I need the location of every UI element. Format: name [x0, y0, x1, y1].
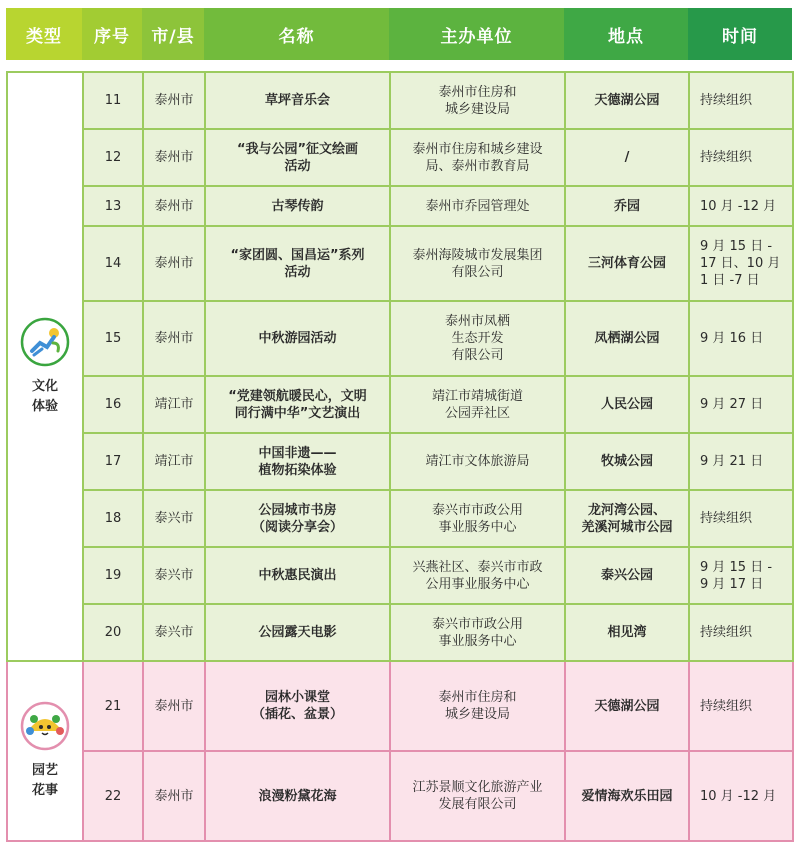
seq-cell: 13 — [83, 186, 143, 226]
location-cell: 乔园 — [565, 186, 689, 226]
activity-name-cell: 公园城市书房 （阅读分享会） — [205, 490, 390, 547]
city-cell: 泰州市 — [143, 226, 205, 301]
activity-name-cell: 中国非遗—— 植物拓染体验 — [205, 433, 390, 490]
time-cell: 持续组织 — [689, 604, 793, 661]
table-row — [7, 751, 793, 841]
city-cell: 泰州市 — [143, 186, 205, 226]
organizer-cell: 泰州市住房和城乡建设 局、泰州市教育局 — [390, 129, 565, 186]
category-label: 花事 — [31, 783, 58, 798]
table-row — [7, 433, 793, 490]
table-row — [7, 226, 793, 301]
time-cell: 持续组织 — [689, 661, 793, 751]
seq-cell: 22 — [83, 751, 143, 841]
table-row — [7, 72, 793, 129]
table-row — [7, 604, 793, 661]
location-cell: 相见湾 — [565, 604, 689, 661]
activity-name-cell: 古琴传韵 — [205, 186, 390, 226]
organizer-cell: 泰州市住房和 城乡建设局 — [390, 661, 565, 751]
activity-name-cell: “我与公园”征文绘画 活动 — [205, 129, 390, 186]
location-cell: 天德湖公园 — [565, 661, 689, 751]
activity-name-cell: 中秋惠民演出 — [205, 547, 390, 604]
table-row — [7, 376, 793, 433]
seq-cell: 15 — [83, 301, 143, 376]
organizer-cell: 泰州市乔园管理处 — [390, 186, 565, 226]
header-name: 名称 — [204, 8, 389, 60]
activity-name-cell: 草坪音乐会 — [205, 72, 390, 129]
organizer-cell: 泰州市住房和 城乡建设局 — [390, 72, 565, 129]
header-organizer: 主办单位 — [389, 8, 564, 60]
city-cell: 泰兴市 — [143, 547, 205, 604]
city-cell: 泰兴市 — [143, 490, 205, 547]
category-label: 园艺 — [31, 763, 58, 778]
header-seq: 序号 — [82, 8, 142, 60]
gardening-flower-icon — [20, 701, 70, 751]
organizer-cell: 泰州市凤栖 生态开发 有限公司 — [390, 301, 565, 376]
header-location: 地点 — [564, 8, 688, 60]
city-cell: 泰兴市 — [143, 604, 205, 661]
location-cell: 天德湖公园 — [565, 72, 689, 129]
activity-name-cell: “家团圆、国昌运”系列 活动 — [205, 226, 390, 301]
seq-cell: 21 — [83, 661, 143, 751]
category-label: 文化 — [31, 378, 58, 394]
seq-cell: 14 — [83, 226, 143, 301]
organizer-cell: 兴燕社区、泰兴市市政 公用事业服务中心 — [390, 547, 565, 604]
header-type: 类型 — [6, 8, 82, 60]
time-cell: 持续组织 — [689, 129, 793, 186]
organizer-cell: 靖江市文体旅游局 — [390, 433, 565, 490]
city-cell: 靖江市 — [143, 376, 205, 433]
category-label: 体验 — [31, 398, 58, 414]
time-cell: 9 月 15 日 - 17 日、10 月 1 日 -7 日 — [689, 226, 793, 301]
category-cell — [7, 661, 83, 841]
organizer-cell: 泰兴市市政公用 事业服务中心 — [390, 490, 565, 547]
organizer-cell: 靖江市靖城街道 公园弄社区 — [390, 376, 565, 433]
activity-name-cell: 园林小课堂 （插花、盆景） — [205, 661, 390, 751]
city-cell: 泰州市 — [143, 72, 205, 129]
table-header — [6, 8, 792, 60]
cultural-experience-icon — [20, 317, 70, 367]
seq-cell: 17 — [83, 433, 143, 490]
time-cell: 持续组织 — [689, 72, 793, 129]
location-cell: 牧城公园 — [565, 433, 689, 490]
city-cell: 靖江市 — [143, 433, 205, 490]
activity-table — [6, 71, 794, 842]
seq-cell: 19 — [83, 547, 143, 604]
location-cell: 凤栖湖公园 — [565, 301, 689, 376]
category-cell — [7, 72, 83, 661]
seq-cell: 12 — [83, 129, 143, 186]
seq-cell: 20 — [83, 604, 143, 661]
location-cell: 人民公园 — [565, 376, 689, 433]
seq-cell: 11 — [83, 72, 143, 129]
header-time: 时间 — [688, 8, 792, 60]
table-row — [7, 490, 793, 547]
table-row — [7, 547, 793, 604]
time-cell: 10 月 -12 月 — [689, 751, 793, 841]
city-cell: 泰州市 — [143, 751, 205, 841]
location-cell: 三河体育公园 — [565, 226, 689, 301]
activity-name-cell: 中秋游园活动 — [205, 301, 390, 376]
activity-name-cell: 公园露天电影 — [205, 604, 390, 661]
time-cell: 9 月 27 日 — [689, 376, 793, 433]
seq-cell: 18 — [83, 490, 143, 547]
city-cell: 泰州市 — [143, 661, 205, 751]
organizer-cell: 泰兴市市政公用 事业服务中心 — [390, 604, 565, 661]
table-row — [7, 301, 793, 376]
header-city: 市/县 — [142, 8, 204, 60]
time-cell: 10 月 -12 月 — [689, 186, 793, 226]
time-cell: 9 月 16 日 — [689, 301, 793, 376]
table-row — [7, 186, 793, 226]
time-cell: 9 月 21 日 — [689, 433, 793, 490]
location-cell: 龙河湾公园、 羌溪河城市公园 — [565, 490, 689, 547]
organizer-cell: 江苏景顺文化旅游产业 发展有限公司 — [390, 751, 565, 841]
location-cell: 爱情海欢乐田园 — [565, 751, 689, 841]
time-cell: 9 月 15 日 - 9 月 17 日 — [689, 547, 793, 604]
city-cell: 泰州市 — [143, 129, 205, 186]
organizer-cell: 泰州海陵城市发展集团 有限公司 — [390, 226, 565, 301]
location-cell: 泰兴公园 — [565, 547, 689, 604]
time-cell: 持续组织 — [689, 490, 793, 547]
activity-name-cell: 浪漫粉黛花海 — [205, 751, 390, 841]
table-row — [7, 129, 793, 186]
location-cell: / — [565, 129, 689, 186]
table-row — [7, 661, 793, 751]
city-cell: 泰州市 — [143, 301, 205, 376]
activity-name-cell: “党建领航暖民心，文明 同行满中华”文艺演出 — [205, 376, 390, 433]
seq-cell: 16 — [83, 376, 143, 433]
